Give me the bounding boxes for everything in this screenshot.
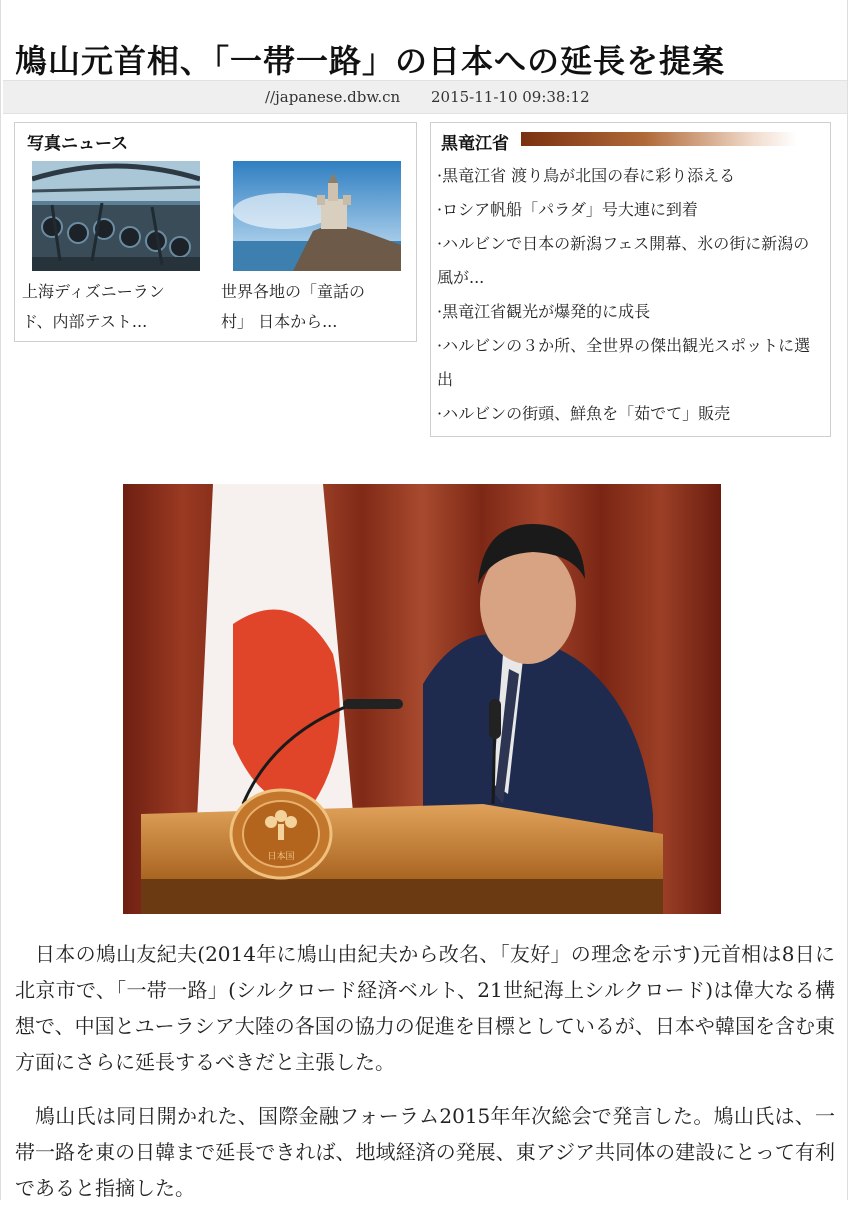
news-link[interactable]: ·ロシア帆船「パラダ」号大連に到着 [437,200,698,219]
photo-news-caption-1[interactable]: 上海ディズニーランド、内部テスト... [22,282,165,331]
photo-news-thumb-castle[interactable] [233,161,401,271]
article-datetime: 2015-11-10 09:38:12 [431,88,590,106]
news-link[interactable]: ·ハルビンの３か所、全世界の傑出観光スポットに選出 [437,336,811,389]
heilongjiang-heading: 黒竜江省 [441,134,509,154]
article-source-link[interactable]: //japanese.dbw.cn [265,88,401,106]
castle-cliff-photo [233,161,401,271]
heilongjiang-news-list [437,159,825,431]
podium-emblem-label: 日本国 [267,852,295,862]
hatoyama-podium-photo [123,484,721,914]
article-main-photo [123,484,721,914]
photo-news-panel [14,122,417,342]
article-meta-bar [3,80,847,114]
photo-news-thumb-disney[interactable] [32,161,200,271]
heilongjiang-news-panel [430,122,831,437]
news-link[interactable]: ·黒竜江省観光が爆発的に成長 [437,302,651,321]
article-title: 鳩山元首相、「一帯一路」の日本への延長を提案 [15,42,726,81]
news-link[interactable]: ·ハルビンで日本の新潟フェス開幕、氷の街に新潟の風が... [437,234,810,287]
article-paragraph: 鳩山氏は同日開かれた、国際金融フォーラム2015年年次総会で発言した。鳩山氏は、一帯一路を東の日韓まで延長できれば、地域経済の発展、東アジア共同体の建設にとって有利であると指摘した。 [15,1104,835,1200]
news-link[interactable]: ·黒竜江省 渡り鳥が北国の春に彩り添える [437,166,736,185]
photo-news-heading: 写真ニュース [27,134,129,154]
photo-news-caption-2[interactable]: 世界各地の「童話の村」 日本から... [221,282,366,331]
article-body [15,936,835,1224]
disney-ride-photo [32,161,200,271]
news-link[interactable]: ·ハルビンの街頭、鮮魚を「茹でて」販売 [437,404,731,423]
heading-gradient-bar [521,132,797,146]
article-paragraph: 日本の鳩山友紀夫(2014年に鳩山由紀夫から改名、「友好」の理念を示す)元首相は8日に北京市で、「一帯一路」(シルクロード経済ベルト、21世紀海上シルクロード)は偉大なる構想で、中国とユーラシア大陸の各国の協力の促進を目標としているが、日本や韓国を含む東方面にさらに延長するべきだと主張した。 [15,942,835,1074]
